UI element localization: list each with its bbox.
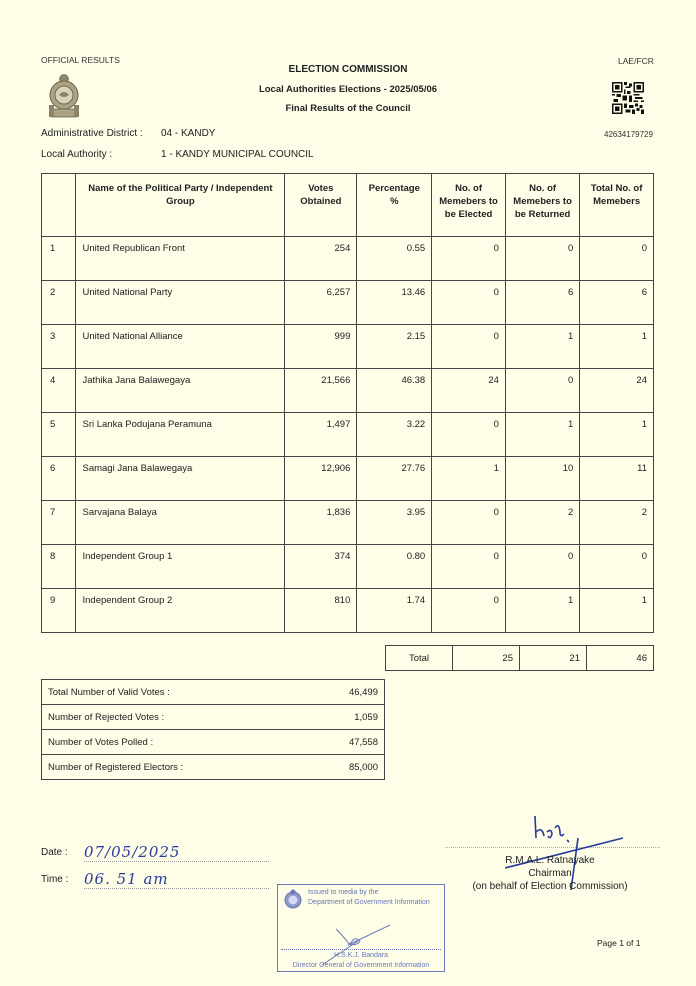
government-information-stamp bbox=[277, 884, 445, 972]
members-returned: 2 bbox=[505, 501, 579, 545]
members-elected: 24 bbox=[432, 369, 506, 413]
members-returned: 1 bbox=[505, 589, 579, 633]
row-index: 3 bbox=[42, 325, 76, 369]
votes-obtained: 374 bbox=[285, 545, 357, 589]
totals-row bbox=[386, 646, 654, 671]
document-subtitle: Final Results of the Council bbox=[285, 103, 411, 114]
form-reference: LAE/FCR bbox=[618, 56, 654, 66]
percentage: 0.80 bbox=[357, 545, 432, 589]
party-name: Independent Group 1 bbox=[76, 545, 285, 589]
handwritten-date: 07/05/2025 bbox=[84, 843, 269, 862]
results-table bbox=[41, 173, 654, 633]
signatory-name: R.M.A.L. Ratnayake bbox=[505, 855, 595, 866]
party-name: United National Party bbox=[76, 281, 285, 325]
members-returned: 0 bbox=[505, 545, 579, 589]
header-party-name: Name of the Political Party / Independent Group bbox=[76, 174, 285, 237]
official-results-label: OFFICIAL RESULTS bbox=[41, 55, 120, 65]
members-elected: 0 bbox=[432, 589, 506, 633]
members-total: 6 bbox=[580, 281, 654, 325]
percentage: 13.46 bbox=[357, 281, 432, 325]
members-total: 24 bbox=[580, 369, 654, 413]
total-members: 46 bbox=[587, 646, 654, 671]
row-index: 1 bbox=[42, 237, 76, 281]
percentage: 2.15 bbox=[357, 325, 432, 369]
percentage: 46.38 bbox=[357, 369, 432, 413]
stamp-emblem-icon bbox=[283, 889, 303, 911]
stamp-line-2: Department of Government Information bbox=[308, 899, 430, 906]
members-elected: 0 bbox=[432, 325, 506, 369]
members-total: 2 bbox=[580, 501, 654, 545]
stamp-signer-title: Director General of Government Information bbox=[292, 962, 430, 969]
summary-value: 1,059 bbox=[292, 705, 385, 730]
header-index bbox=[42, 174, 76, 237]
table-row bbox=[42, 281, 654, 325]
members-elected: 0 bbox=[432, 281, 506, 325]
election-title: Local Authorities Elections - 2025/05/06 bbox=[258, 84, 438, 95]
votes-obtained: 6,257 bbox=[285, 281, 357, 325]
votes-obtained: 21,566 bbox=[285, 369, 357, 413]
time-label: Time : bbox=[41, 874, 69, 885]
summary-row-registered-electors bbox=[42, 755, 385, 780]
organization-title: ELECTION COMMISSION bbox=[288, 64, 408, 75]
sri-lanka-emblem-icon bbox=[46, 73, 82, 121]
header-votes: Votes Obtained bbox=[285, 174, 357, 237]
members-elected: 1 bbox=[432, 457, 506, 501]
table-row bbox=[42, 589, 654, 633]
summary-row-valid-votes bbox=[42, 680, 385, 705]
row-index: 7 bbox=[42, 501, 76, 545]
summary-label: Number of Registered Electors : bbox=[42, 755, 293, 780]
summary-value: 46,499 bbox=[292, 680, 385, 705]
summary-value: 85,000 bbox=[292, 755, 385, 780]
party-name: Samagi Jana Balawegaya bbox=[76, 457, 285, 501]
qr-code-icon bbox=[612, 82, 644, 114]
signatory-role: Chairman bbox=[528, 868, 572, 879]
party-name: United National Alliance bbox=[76, 325, 285, 369]
members-total: 0 bbox=[580, 545, 654, 589]
votes-obtained: 12,906 bbox=[285, 457, 357, 501]
party-name: Independent Group 2 bbox=[76, 589, 285, 633]
table-row bbox=[42, 545, 654, 589]
authority-value: 1 - KANDY MUNICIPAL COUNCIL bbox=[161, 149, 314, 160]
row-index: 4 bbox=[42, 369, 76, 413]
party-name: United Republican Front bbox=[76, 237, 285, 281]
members-total: 11 bbox=[580, 457, 654, 501]
members-elected: 0 bbox=[432, 237, 506, 281]
stamp-line-1: Issued to media by the bbox=[308, 889, 379, 896]
summary-row-votes-polled bbox=[42, 730, 385, 755]
summary-label: Number of Votes Polled : bbox=[42, 730, 293, 755]
authority-label: Local Authority : bbox=[41, 149, 113, 160]
total-elected: 25 bbox=[453, 646, 520, 671]
row-index: 8 bbox=[42, 545, 76, 589]
header-total: Total No. of Memebers bbox=[580, 174, 654, 237]
table-row bbox=[42, 237, 654, 281]
totals-table bbox=[385, 645, 654, 671]
members-returned: 1 bbox=[505, 325, 579, 369]
row-index: 9 bbox=[42, 589, 76, 633]
members-returned: 10 bbox=[505, 457, 579, 501]
summary-label: Number of Rejected Votes : bbox=[42, 705, 293, 730]
votes-obtained: 1,836 bbox=[285, 501, 357, 545]
table-row bbox=[42, 413, 654, 457]
district-value: 04 - KANDY bbox=[161, 128, 216, 139]
results-header-row bbox=[42, 174, 654, 237]
stamp-signer: H.S.K.J. Bandara bbox=[333, 952, 389, 959]
summary-value: 47,558 bbox=[292, 730, 385, 755]
header-returned: No. of Memebers to be Returned bbox=[505, 174, 579, 237]
members-elected: 0 bbox=[432, 545, 506, 589]
party-name: Sarvajana Balaya bbox=[76, 501, 285, 545]
row-index: 6 bbox=[42, 457, 76, 501]
header-percentage: Percentage % bbox=[357, 174, 432, 237]
signatory-behalf: (on behalf of Election Commission) bbox=[472, 881, 628, 892]
stamp-dotted-line bbox=[281, 949, 441, 950]
members-total: 0 bbox=[580, 237, 654, 281]
row-index: 2 bbox=[42, 281, 76, 325]
table-row bbox=[42, 457, 654, 501]
votes-obtained: 810 bbox=[285, 589, 357, 633]
members-elected: 0 bbox=[432, 501, 506, 545]
table-row bbox=[42, 325, 654, 369]
members-returned: 0 bbox=[505, 369, 579, 413]
row-index: 5 bbox=[42, 413, 76, 457]
percentage: 3.22 bbox=[357, 413, 432, 457]
members-returned: 0 bbox=[505, 237, 579, 281]
percentage: 0.55 bbox=[357, 237, 432, 281]
percentage: 1.74 bbox=[357, 589, 432, 633]
header-elected: No. of Memebers to be Elected bbox=[432, 174, 506, 237]
summary-row-rejected-votes bbox=[42, 705, 385, 730]
serial-number: 42634179729 bbox=[604, 130, 653, 139]
table-row bbox=[42, 369, 654, 413]
members-returned: 1 bbox=[505, 413, 579, 457]
votes-obtained: 254 bbox=[285, 237, 357, 281]
page-number: Page 1 of 1 bbox=[597, 938, 641, 948]
votes-obtained: 999 bbox=[285, 325, 357, 369]
date-label: Date : bbox=[41, 847, 68, 858]
handwritten-time: 06. 51 am bbox=[84, 870, 269, 889]
members-total: 1 bbox=[580, 589, 654, 633]
members-total: 1 bbox=[580, 325, 654, 369]
total-returned: 21 bbox=[520, 646, 587, 671]
percentage: 3.95 bbox=[357, 501, 432, 545]
members-returned: 6 bbox=[505, 281, 579, 325]
party-name: Sri Lanka Podujana Peramuna bbox=[76, 413, 285, 457]
table-row bbox=[42, 501, 654, 545]
members-total: 1 bbox=[580, 413, 654, 457]
party-name: Jathika Jana Balawegaya bbox=[76, 369, 285, 413]
votes-obtained: 1,497 bbox=[285, 413, 357, 457]
summary-label: Total Number of Valid Votes : bbox=[42, 680, 293, 705]
district-label: Administrative District : bbox=[41, 128, 143, 139]
members-elected: 0 bbox=[432, 413, 506, 457]
vote-summary-table bbox=[41, 679, 385, 780]
total-label: Total bbox=[386, 646, 453, 671]
percentage: 27.76 bbox=[357, 457, 432, 501]
